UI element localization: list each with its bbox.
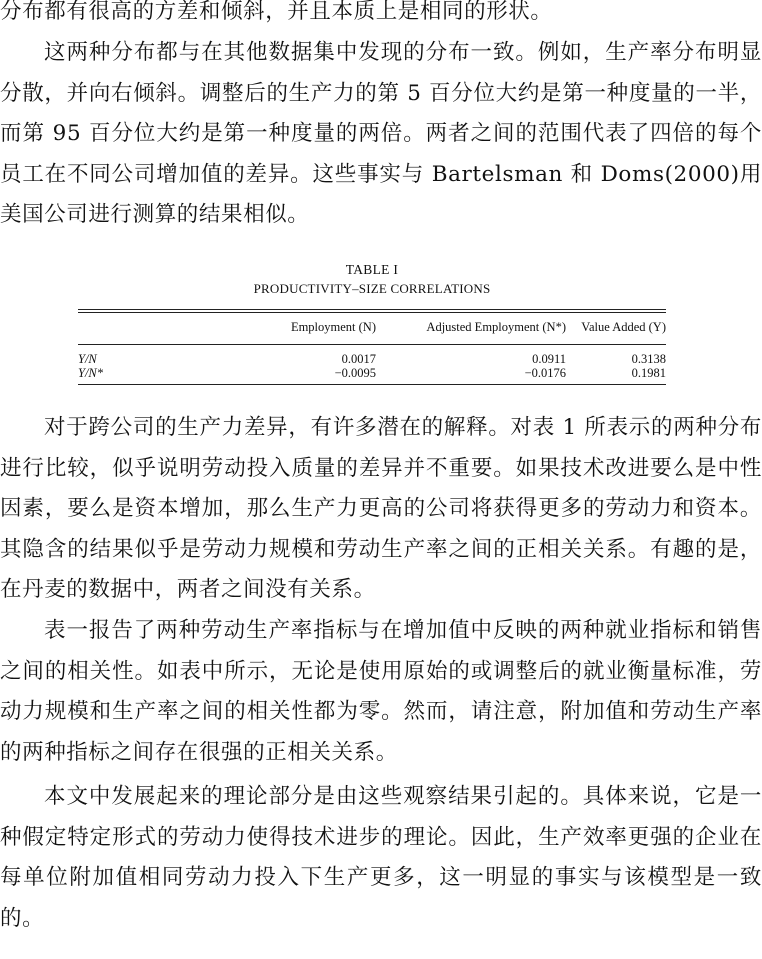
table-row-label: Y/N*: [78, 366, 104, 380]
table-cell: 0.0911: [532, 352, 566, 366]
correlation-table-body: [78, 352, 666, 380]
table-header-rule: [78, 344, 666, 345]
table-cell: −0.0095: [334, 366, 376, 380]
table-row: [78, 366, 666, 380]
table-title: TABLE I: [345, 262, 399, 277]
table-header-employment: Employment (N): [290, 320, 376, 334]
table-cell: 0.3138: [631, 352, 666, 366]
productivity-size-table: [78, 262, 666, 385]
table-cell: −0.0176: [524, 366, 566, 380]
paragraph-table-report: 表一报告了两种劳动生产率指标与在增加值中反映的两种就业指标和销售之间的相关性。如表中所示，无论是使用原始的或调整后的就业衡量标准，劳动力规模和生产率之间的相关性都为零。然而，请注意，附加值和劳动生产率的两种指标之间存在很强的正相关关系。: [0, 618, 762, 765]
table-subtitle: PRODUCTIVITY–SIZE CORRELATIONS: [253, 281, 491, 296]
correlation-table: [78, 313, 666, 335]
paragraph-theory-motivation: 本文中发展起来的理论部分是由这些观察结果引起的。具体来说，它是一种假定特定形式的劳动力使得技术进步的理论。因此，生产效率更强的企业在每单位附加值相同劳动力投入下生产更多，这一明显的事实与该模型是一致的。: [0, 784, 762, 931]
paragraph-productivity-explanations: 对于跨公司的生产力差异，有许多潜在的解释。对表 1 所表示的两种分布进行比较，似乎说明劳动投入质量的差异并不重要。如果技术改进要么是中性因素，要么是资本增加，那么生产力更高的公司将获得更多的劳动力和资本。其隐含的结果似乎是劳动力规模和劳动生产率之间的正相关关系。有趣的是，在丹麦的数据中，两者之间没有关系。: [0, 415, 762, 602]
table-header-adjusted-employment: Adjusted Employment (N*): [426, 320, 566, 334]
table-header-row: [78, 313, 666, 335]
table-cell: 0.1981: [631, 366, 666, 380]
table-row: [78, 352, 666, 366]
table-header-value-added: Value Added (Y): [581, 320, 666, 334]
table-header-corner: [78, 313, 196, 335]
table-bottom-rule: [78, 384, 666, 385]
paragraph-continuation: 分布都有很高的方差和倾斜，并且本质上是相同的形状。: [0, 0, 553, 24]
table-row-label: Y/N: [78, 352, 97, 366]
paragraph-distribution-consistency: 这两种分布都与在其他数据集中发现的分布一致。例如，生产率分布明显分散，并向右倾斜。调整后的生产力的第 5 百分位大约是第一种度量的一半，而第 95 百分位大约是第一种度量的两倍。两者之间的范围代表了四倍的每个员工在不同公司增加值的差异。这些事实与 Bartelsman 和 Doms(2000)用美国公司进行测算的结果相似。: [0, 40, 762, 227]
table-cell: 0.0017: [341, 352, 376, 366]
